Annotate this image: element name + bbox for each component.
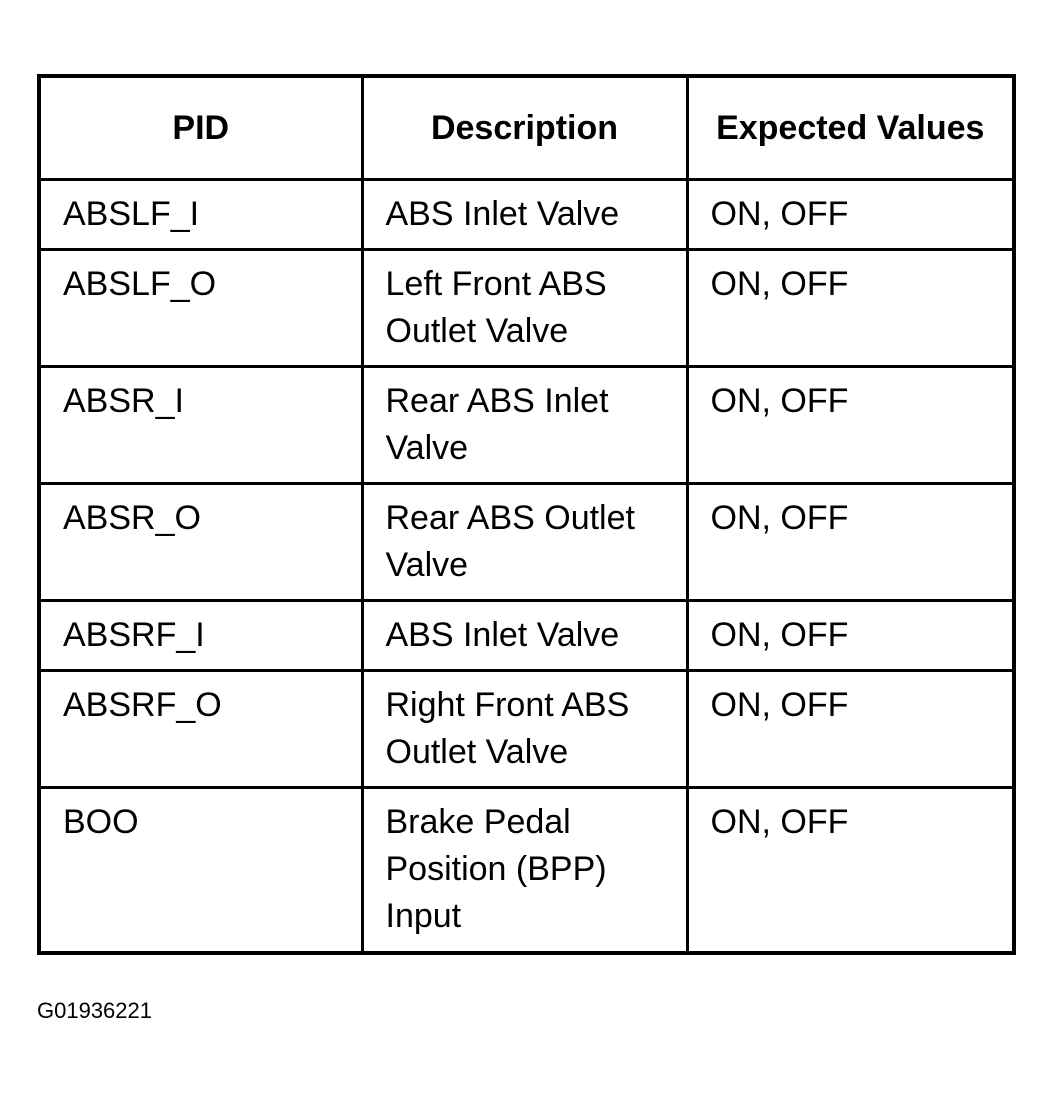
cell-expected: ON, OFF [687,367,1014,484]
cell-description: Left Front ABS Outlet Valve [362,250,687,367]
table-row [39,180,1014,250]
cell-pid: ABSR_I [39,367,362,484]
cell-description: ABS Inlet Valve [362,180,687,250]
cell-description: Rear ABS Outlet Valve [362,484,687,601]
table-row [39,788,1014,953]
cell-expected: ON, OFF [687,601,1014,671]
cell-expected: ON, OFF [687,250,1014,367]
table-row [39,367,1014,484]
table-row [39,484,1014,601]
cell-pid: BOO [39,788,362,953]
pid-table [37,74,1016,955]
cell-expected: ON, OFF [687,180,1014,250]
header-description: Description [362,76,687,180]
cell-description: Brake Pedal Position (BPP) Input [362,788,687,953]
header-row [39,76,1014,180]
cell-expected: ON, OFF [687,484,1014,601]
cell-description: Right Front ABS Outlet Valve [362,671,687,788]
cell-pid: ABSRF_I [39,601,362,671]
cell-description: ABS Inlet Valve [362,601,687,671]
cell-pid: ABSRF_O [39,671,362,788]
cell-description: Rear ABS Inlet Valve [362,367,687,484]
cell-expected: ON, OFF [687,788,1014,953]
cell-expected: ON, OFF [687,671,1014,788]
table-row [39,601,1014,671]
cell-pid: ABSLF_O [39,250,362,367]
header-expected-values: Expected Values [687,76,1014,180]
cell-pid: ABSR_O [39,484,362,601]
cell-pid: ABSLF_I [39,180,362,250]
table-row [39,671,1014,788]
header-pid: PID [39,76,362,180]
table-row [39,250,1014,367]
figure-id: G01936221 [37,998,152,1023]
